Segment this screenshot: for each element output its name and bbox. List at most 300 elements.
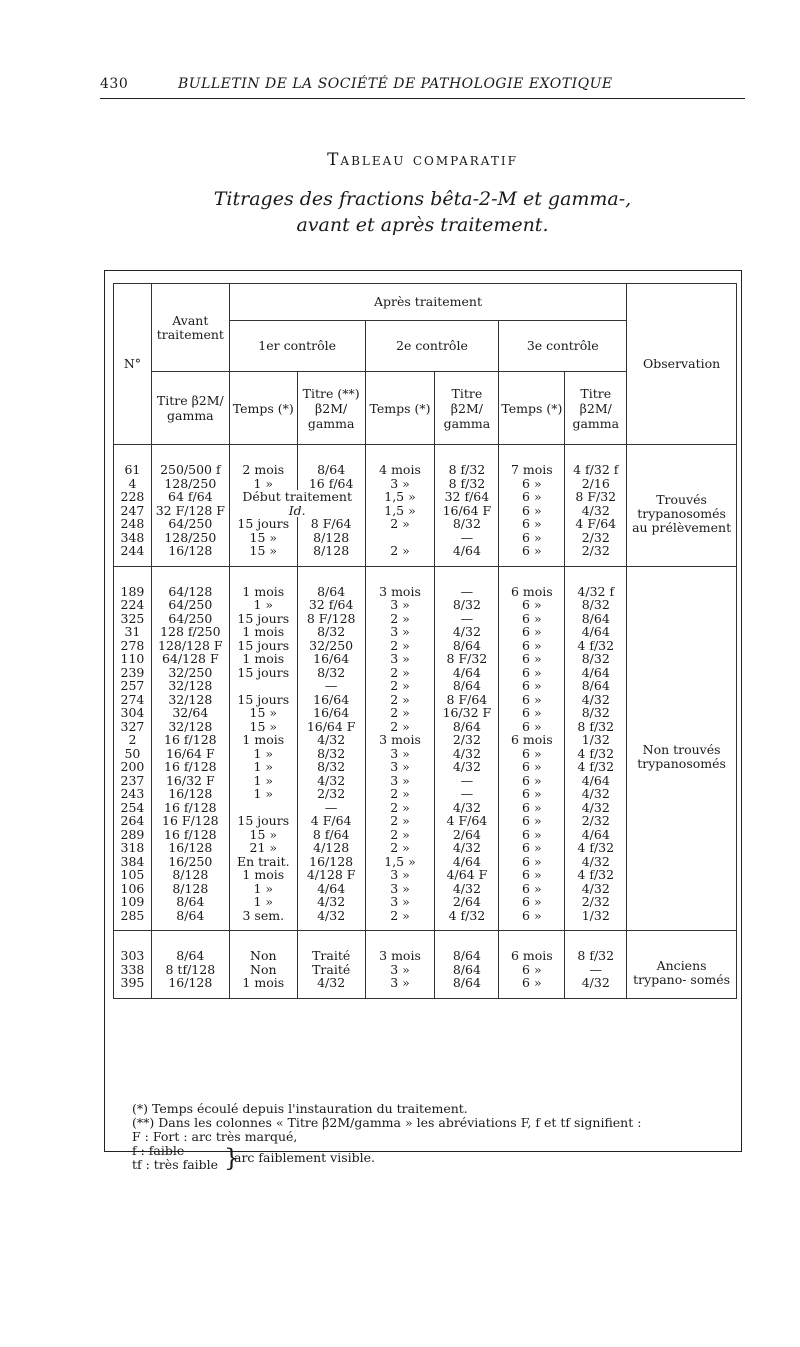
- note-tres-faible: tf : très faible: [132, 1157, 219, 1172]
- cell-titre-3: 4/32: [565, 504, 627, 518]
- cell-titre-2: 4/32: [435, 882, 499, 896]
- cell-temps-2: 3 mois: [365, 566, 435, 598]
- cell-temps-3: 6 »: [499, 531, 565, 545]
- note-abbrev: (**) Dans les colonnes « Titre β2M/gamma » les abréviations F, f et tf signifient :: [132, 1115, 642, 1130]
- cell-titre-1: —: [297, 801, 365, 815]
- cell-titre-3: 4 f/32: [565, 868, 627, 882]
- cell-titre-2: 4/64: [435, 544, 499, 566]
- cell-avant: 16 f/128: [151, 733, 229, 747]
- cell-avant: 128/250: [151, 477, 229, 491]
- cell-titre-3: 4/32: [565, 855, 627, 869]
- cell-titre-2: 8 f/32: [435, 477, 499, 491]
- cell-titre-2: 16/64 F: [435, 504, 499, 518]
- table-title: Tableau comparatif: [327, 150, 518, 170]
- cell-temps-2: 3 »: [365, 963, 435, 977]
- cell-avant: 128/128 F: [151, 639, 229, 653]
- cell-titre-2: 4/64: [435, 855, 499, 869]
- table-row: [114, 445, 737, 477]
- cell-titre-3: 4 f/32: [565, 760, 627, 774]
- cell-titre-2: 8 F/32: [435, 652, 499, 666]
- cell-avant: 16 f/128: [151, 828, 229, 842]
- cell-titre-3: 2/32: [565, 544, 627, 566]
- cell-avant: 32 F/128 F: [151, 504, 229, 518]
- header-controle-2: 2e contrôle: [365, 321, 499, 372]
- cell-avant: 32/128: [151, 720, 229, 734]
- cell-no: 264: [114, 814, 152, 828]
- cell-temps-2: 2 »: [365, 544, 435, 566]
- cell-temps-3: 6 »: [499, 720, 565, 734]
- cell-temps-2: 2 »: [365, 720, 435, 734]
- cell-temps-3: 6 mois: [499, 733, 565, 747]
- cell-titre-2: —: [435, 787, 499, 801]
- cell-temps-1: 1 »: [229, 598, 297, 612]
- cell-temps-1: 15 »: [229, 706, 297, 720]
- header-avant: Avant traitement: [151, 284, 229, 372]
- cell-no: 106: [114, 882, 152, 896]
- cell-observation: Non trouvés trypanosomés: [627, 566, 737, 931]
- cell-titre-3: 8 f/32: [565, 720, 627, 734]
- cell-titre-1: Traité: [297, 931, 365, 963]
- cell-temps-3: 6 »: [499, 787, 565, 801]
- cell-no: 4: [114, 477, 152, 491]
- cell-titre-1: 8/64: [297, 566, 365, 598]
- cell-no: 189: [114, 566, 152, 598]
- cell-titre-1: 8/32: [297, 760, 365, 774]
- cell-no: 318: [114, 841, 152, 855]
- cell-titre-3: 1/32: [565, 909, 627, 931]
- cell-titre-3: 4/32: [565, 693, 627, 707]
- cell-titre-3: 4/64: [565, 666, 627, 680]
- cell-temps-1: 15 »: [229, 544, 297, 566]
- cell-temps-2: 1,5 »: [365, 490, 435, 504]
- cell-temps-3: 6 »: [499, 976, 565, 998]
- cell-temps-2: 2 »: [365, 517, 435, 531]
- cell-no: 61: [114, 445, 152, 477]
- cell-avant: 250/500 f: [151, 445, 229, 477]
- cell-titre-1: 16/64: [297, 706, 365, 720]
- cell-temps-2: 3 »: [365, 882, 435, 896]
- cell-titre-1: 8/64: [297, 445, 365, 477]
- cell-temps-1: 15 »: [229, 531, 297, 545]
- cell-titre-1: 16/128: [297, 855, 365, 869]
- cell-titre-3: 4 F/64: [565, 517, 627, 531]
- cell-no: 348: [114, 531, 152, 545]
- cell-titre-2: 8/32: [435, 598, 499, 612]
- cell-temps-1: 15 jours: [229, 639, 297, 653]
- cell-avant: 64/250: [151, 612, 229, 626]
- cell-temps-3: 6 »: [499, 477, 565, 491]
- cell-temps-3: 6 »: [499, 693, 565, 707]
- cell-titre-2: 4/32: [435, 760, 499, 774]
- cell-titre-2: 2/64: [435, 828, 499, 842]
- cell-temps-2: 1,5 »: [365, 504, 435, 518]
- cell-temps-2: 2 »: [365, 639, 435, 653]
- cell-titre-1: 16/64: [297, 652, 365, 666]
- cell-temps-1: [229, 801, 297, 815]
- cell-temps-3: 6 »: [499, 625, 565, 639]
- cell-temps-2: 3 »: [365, 774, 435, 788]
- cell-temps-1: 15 jours: [229, 814, 297, 828]
- cell-temps-2: 2 »: [365, 787, 435, 801]
- cell-titre-2: 4/64 F: [435, 868, 499, 882]
- cell-titre-3: 2/16: [565, 477, 627, 491]
- cell-titre-2: 8 F/64: [435, 693, 499, 707]
- comparison-table: [113, 283, 737, 999]
- cell-titre-3: 1/32: [565, 733, 627, 747]
- cell-titre-3: 2/32: [565, 814, 627, 828]
- cell-titre-2: —: [435, 612, 499, 626]
- cell-temps-1: 1 »: [229, 787, 297, 801]
- cell-temps-3: 6 »: [499, 801, 565, 815]
- cell-avant: 16/250: [151, 855, 229, 869]
- cell-temps-3: 6 »: [499, 895, 565, 909]
- note-temps: (*) Temps écoulé depuis l'instauration du traitement.: [132, 1101, 468, 1116]
- subtitle-line-2: avant et après traitement.: [296, 214, 549, 236]
- cell-titre-3: 8/32: [565, 706, 627, 720]
- cell-temps-2: 3 »: [365, 760, 435, 774]
- cell-no: 110: [114, 652, 152, 666]
- cell-no: 384: [114, 855, 152, 869]
- cell-titre-3: 4 f/32: [565, 841, 627, 855]
- cell-temps-2: 3 »: [365, 477, 435, 491]
- cell-avant: 16/128: [151, 976, 229, 998]
- cell-temps-3: 6 »: [499, 666, 565, 680]
- cell-no: 248: [114, 517, 152, 531]
- cell-titre-3: 8/64: [565, 612, 627, 626]
- cell-titre-2: —: [435, 566, 499, 598]
- cell-temps-1: 1 »: [229, 774, 297, 788]
- cell-titre-2: 8 f/32: [435, 445, 499, 477]
- cell-titre-2: 4/64: [435, 666, 499, 680]
- cell-temps-2: 2 »: [365, 841, 435, 855]
- header-titre-3: Titre β2M/ gamma: [565, 372, 627, 445]
- cell-titre-3: 8/64: [565, 679, 627, 693]
- cell-avant: 16/32 F: [151, 774, 229, 788]
- header-temps-3: Temps (*): [499, 372, 565, 445]
- cell-titre-3: 4 f/32: [565, 639, 627, 653]
- header-titre-2: Titre β2M/ gamma: [435, 372, 499, 445]
- note-faible-desc: arc faiblement visible.: [234, 1150, 376, 1165]
- cell-temps-2: 3 »: [365, 868, 435, 882]
- note-fort: F : Fort : arc très marqué,: [132, 1129, 298, 1144]
- cell-temps-1: 1 »: [229, 760, 297, 774]
- cell-no: 239: [114, 666, 152, 680]
- cell-titre-1: 8/32: [297, 666, 365, 680]
- cell-titre-2: 2/32: [435, 733, 499, 747]
- cell-temps-2: 3 »: [365, 976, 435, 998]
- cell-no: 289: [114, 828, 152, 842]
- cell-titre-2: 4 F/64: [435, 814, 499, 828]
- cell-temps-3: 6 »: [499, 679, 565, 693]
- cell-avant: 8/128: [151, 868, 229, 882]
- cell-titre-3: 4/64: [565, 828, 627, 842]
- cell-titre-1: 4/32: [297, 895, 365, 909]
- cell-no: 31: [114, 625, 152, 639]
- cell-temps-1: 15 jours: [229, 666, 297, 680]
- header-temps-1: Temps (*): [229, 372, 297, 445]
- cell-titre-3: 4 f/32: [565, 747, 627, 761]
- cell-avant: 8/128: [151, 882, 229, 896]
- cell-titre-1: —: [297, 679, 365, 693]
- cell-temps-3: 6 »: [499, 841, 565, 855]
- cell-no: 325: [114, 612, 152, 626]
- cell-no: 2: [114, 733, 152, 747]
- cell-no: 338: [114, 963, 152, 977]
- cell-titre-1: 16/64: [297, 693, 365, 707]
- cell-temps-3: 6 »: [499, 612, 565, 626]
- header-apres: Après traitement: [229, 284, 626, 321]
- cell-avant: 8 tf/128: [151, 963, 229, 977]
- cell-temps-2: 3 »: [365, 598, 435, 612]
- cell-titre-1: 8 f/64: [297, 828, 365, 842]
- cell-temps-3: 6 »: [499, 598, 565, 612]
- cell-titre-3: 4/32 f: [565, 566, 627, 598]
- cell-titre-2: 8/64: [435, 679, 499, 693]
- cell-temps-2: 2 »: [365, 679, 435, 693]
- cell-avant: 16/128: [151, 787, 229, 801]
- cell-temps-3: 6 mois: [499, 931, 565, 963]
- cell-titre-1: Traité: [297, 963, 365, 977]
- cell-titre-3: 8 f/32: [565, 931, 627, 963]
- cell-temps-2: 2 »: [365, 828, 435, 842]
- cell-titre-1: 8/32: [297, 625, 365, 639]
- cell-temps-1: 1 mois: [229, 976, 297, 998]
- cell-no: 244: [114, 544, 152, 566]
- cell-titre-2: 8/64: [435, 720, 499, 734]
- cell-temps-3: 6 »: [499, 652, 565, 666]
- cell-temps-2: 2 »: [365, 693, 435, 707]
- cell-temps-1: Non: [229, 963, 297, 977]
- cell-avant: 8/64: [151, 895, 229, 909]
- cell-temps-3: 6 »: [499, 855, 565, 869]
- cell-no: 395: [114, 976, 152, 998]
- cell-temps-3: 6 »: [499, 909, 565, 931]
- header-observation: Observation: [627, 284, 737, 445]
- cell-temps-3: 6 »: [499, 490, 565, 504]
- cell-no: 109: [114, 895, 152, 909]
- cell-temps-2: 3 »: [365, 747, 435, 761]
- cell-avant: 8/64: [151, 931, 229, 963]
- cell-temps-2: 2 »: [365, 909, 435, 931]
- cell-temps-3: 6 mois: [499, 566, 565, 598]
- cell-titre-1: 4/32: [297, 976, 365, 998]
- cell-titre-2: 4/32: [435, 801, 499, 815]
- cell-temps-3: 6 »: [499, 774, 565, 788]
- cell-temps-3: 6 »: [499, 882, 565, 896]
- note-faible-group: [132, 1144, 732, 1172]
- cell-no: 327: [114, 720, 152, 734]
- cell-no: 50: [114, 747, 152, 761]
- cell-temps-1: 15 »: [229, 828, 297, 842]
- cell-titre-2: —: [435, 774, 499, 788]
- cell-temps-2: 3 mois: [365, 931, 435, 963]
- cell-temps-1: 1 mois: [229, 868, 297, 882]
- cell-temps-2: [365, 531, 435, 545]
- cell-temps-2: 2 »: [365, 814, 435, 828]
- subtitle-line-1: Titrages des fractions bêta-2-M et gamma-,: [213, 188, 632, 210]
- cell-temps-1: 15 jours: [229, 517, 297, 531]
- cell-temps-1: 1 mois: [229, 733, 297, 747]
- table-body: [114, 445, 737, 999]
- cell-no: 303: [114, 931, 152, 963]
- cell-titre-2: 8/64: [435, 963, 499, 977]
- cell-temps-1: 21 »: [229, 841, 297, 855]
- cell-titre-1: 32 f/64: [297, 598, 365, 612]
- cell-temps-3: 6 »: [499, 828, 565, 842]
- cell-no: 228: [114, 490, 152, 504]
- header-controle-1: 1er contrôle: [229, 321, 365, 372]
- cell-no: 278: [114, 639, 152, 653]
- cell-temps-1: [229, 679, 297, 693]
- cell-temps-1: 1 »: [229, 747, 297, 761]
- cell-avant: 64/250: [151, 517, 229, 531]
- cell-avant: 16 f/128: [151, 801, 229, 815]
- cell-temps-1: Non: [229, 931, 297, 963]
- cell-titre-3: 4/32: [565, 882, 627, 896]
- cell-avant: 16/128: [151, 544, 229, 566]
- cell-no: 274: [114, 693, 152, 707]
- journal-title: BULLETIN DE LA SOCIÉTÉ DE PATHOLOGIE EXOTIQUE: [178, 76, 613, 92]
- cell-titre-3: 4/32: [565, 976, 627, 998]
- cell-avant: 8/64: [151, 909, 229, 931]
- cell-observation: Trouvés trypanosomés au prélèvement: [627, 445, 737, 567]
- cell-titre-1: 4/64: [297, 882, 365, 896]
- cell-titre-1: 4/128: [297, 841, 365, 855]
- cell-temps-1: 2 mois: [229, 445, 297, 477]
- cell-titre-3: 4/32: [565, 801, 627, 815]
- cell-no: 304: [114, 706, 152, 720]
- cell-titre-1: 8 F/64: [297, 517, 365, 531]
- cell-temps-1: Id.: [229, 504, 365, 518]
- cell-temps-1: En trait.: [229, 855, 297, 869]
- cell-temps-2: 3 »: [365, 895, 435, 909]
- cell-temps-2: 3 mois: [365, 733, 435, 747]
- cell-temps-1: 1 »: [229, 882, 297, 896]
- cell-avant: 16 f/128: [151, 760, 229, 774]
- cell-titre-1: 16/64 F: [297, 720, 365, 734]
- cell-temps-1: 15 jours: [229, 612, 297, 626]
- cell-avant: 16/64 F: [151, 747, 229, 761]
- cell-temps-2: 2 »: [365, 612, 435, 626]
- cell-titre-3: 4/64: [565, 625, 627, 639]
- cell-titre-1: 4/32: [297, 909, 365, 931]
- cell-titre-1: 4/32: [297, 733, 365, 747]
- running-head: [100, 76, 745, 99]
- cell-temps-1: 15 jours: [229, 693, 297, 707]
- cell-temps-1: 1 »: [229, 477, 297, 491]
- cell-avant: 64/128: [151, 566, 229, 598]
- cell-titre-3: —: [565, 963, 627, 977]
- cell-titre-1: 4/128 F: [297, 868, 365, 882]
- cell-temps-3: 6 »: [499, 639, 565, 653]
- cell-avant: 128 f/250: [151, 625, 229, 639]
- cell-titre-2: 4/32: [435, 747, 499, 761]
- cell-no: 105: [114, 868, 152, 882]
- cell-titre-2: 8/64: [435, 976, 499, 998]
- header-titre-avant: Titre β2M/ gamma: [151, 372, 229, 445]
- header-temps-2: Temps (*): [365, 372, 435, 445]
- cell-temps-3: 6 »: [499, 544, 565, 566]
- cell-titre-3: 8 F/32: [565, 490, 627, 504]
- cell-titre-3: 8/32: [565, 598, 627, 612]
- cell-temps-1: Début traitement: [229, 490, 365, 504]
- cell-temps-3: 6 »: [499, 747, 565, 761]
- cell-no: 254: [114, 801, 152, 815]
- table-row: [114, 931, 737, 963]
- cell-temps-3: 6 »: [499, 963, 565, 977]
- cell-titre-1: 2/32: [297, 787, 365, 801]
- cell-temps-1: 15 »: [229, 720, 297, 734]
- brace-icon: }: [224, 1144, 240, 1172]
- cell-temps-3: 6 »: [499, 760, 565, 774]
- cell-titre-3: 8/32: [565, 652, 627, 666]
- cell-avant: 64/128 F: [151, 652, 229, 666]
- table-subtitle: [100, 186, 745, 238]
- cell-temps-3: 7 mois: [499, 445, 565, 477]
- cell-temps-2: 1,5 »: [365, 855, 435, 869]
- cell-temps-3: 6 »: [499, 517, 565, 531]
- cell-avant: 16/128: [151, 841, 229, 855]
- cell-no: 224: [114, 598, 152, 612]
- cell-titre-3: 2/32: [565, 531, 627, 545]
- cell-no: 257: [114, 679, 152, 693]
- cell-titre-2: 4 f/32: [435, 909, 499, 931]
- cell-temps-3: 6 »: [499, 706, 565, 720]
- cell-temps-3: 6 »: [499, 814, 565, 828]
- cell-no: 247: [114, 504, 152, 518]
- cell-titre-2: 16/32 F: [435, 706, 499, 720]
- cell-temps-1: 1 mois: [229, 625, 297, 639]
- cell-titre-3: 2/32: [565, 895, 627, 909]
- cell-titre-1: 8/128: [297, 544, 365, 566]
- cell-temps-3: 6 »: [499, 868, 565, 882]
- cell-titre-1: 32/250: [297, 639, 365, 653]
- cell-observation: Anciens trypano- somés: [627, 931, 737, 999]
- cell-avant: 32/128: [151, 693, 229, 707]
- cell-avant: 64 f/64: [151, 490, 229, 504]
- cell-no: 200: [114, 760, 152, 774]
- page-number: 430: [100, 76, 129, 92]
- cell-titre-3: 4 f/32 f: [565, 445, 627, 477]
- cell-avant: 32/128: [151, 679, 229, 693]
- header-titre-1: Titre (**) β2M/ gamma: [297, 372, 365, 445]
- cell-titre-1: 8 F/128: [297, 612, 365, 626]
- cell-titre-2: —: [435, 531, 499, 545]
- cell-no: 285: [114, 909, 152, 931]
- cell-temps-1: 1 mois: [229, 652, 297, 666]
- cell-titre-2: 8/64: [435, 931, 499, 963]
- header-controle-3: 3e contrôle: [499, 321, 627, 372]
- cell-titre-1: 4 F/64: [297, 814, 365, 828]
- cell-temps-1: 1 mois: [229, 566, 297, 598]
- cell-titre-3: 4/32: [565, 787, 627, 801]
- cell-temps-1: 1 »: [229, 895, 297, 909]
- cell-avant: 128/250: [151, 531, 229, 545]
- cell-titre-2: 8/64: [435, 639, 499, 653]
- cell-titre-3: 4/64: [565, 774, 627, 788]
- cell-titre-1: 8/128: [297, 531, 365, 545]
- table-notes: [132, 1102, 732, 1172]
- cell-avant: 32/250: [151, 666, 229, 680]
- cell-temps-1: 3 sem.: [229, 909, 297, 931]
- cell-temps-2: 2 »: [365, 666, 435, 680]
- cell-temps-3: 6 »: [499, 504, 565, 518]
- cell-temps-2: 2 »: [365, 706, 435, 720]
- cell-temps-2: 3 »: [365, 652, 435, 666]
- cell-titre-1: 16 f/64: [297, 477, 365, 491]
- cell-no: 243: [114, 787, 152, 801]
- cell-titre-1: 4/32: [297, 774, 365, 788]
